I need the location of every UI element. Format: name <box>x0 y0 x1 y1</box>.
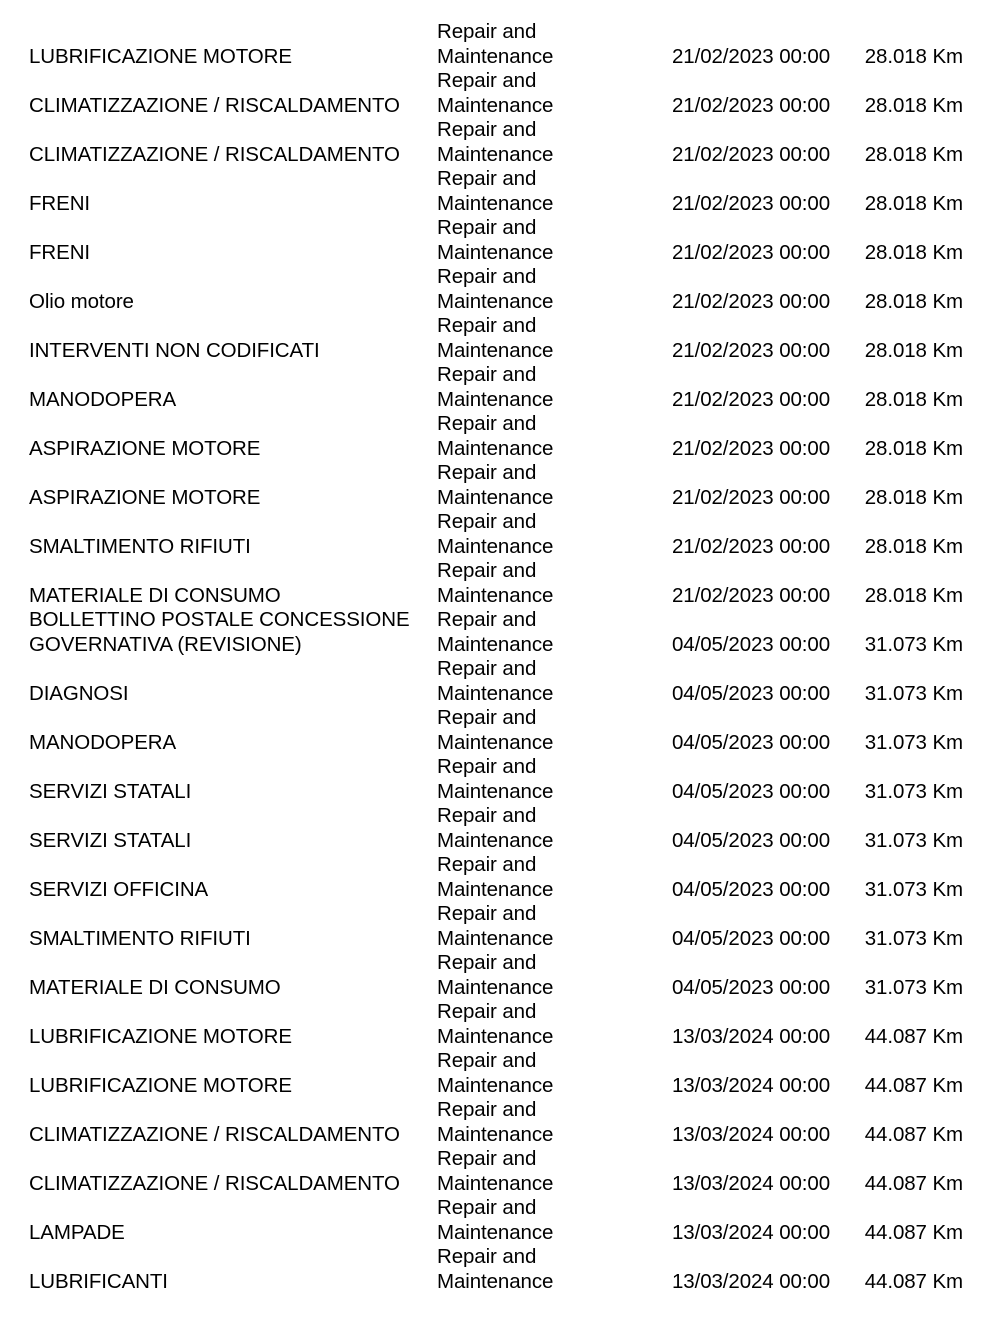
cell-description <box>0 1147 437 1196</box>
description-text: INTERVENTI NON CODIFICATI <box>29 338 320 362</box>
cell-description <box>0 804 437 853</box>
cell-date: 21/02/2023 00:00 <box>672 191 830 215</box>
cell-description <box>0 755 437 804</box>
description-text: SERVIZI STATALI <box>29 828 192 852</box>
cell-type <box>437 412 656 461</box>
description-text: MANODOPERA <box>29 730 177 754</box>
type-text: Repair and Maintenance <box>437 804 554 852</box>
table-row <box>0 804 992 853</box>
type-text: Repair and Maintenance <box>437 69 554 117</box>
cell-description <box>0 412 437 461</box>
cell-odometer: 28.018 Km <box>864 44 963 68</box>
cell-date: 13/03/2024 00:00 <box>672 1220 830 1244</box>
cell-description <box>0 363 437 412</box>
cell-date: 13/03/2024 00:00 <box>672 1073 830 1097</box>
description-text: FRENI <box>29 240 91 264</box>
table-body <box>0 20 992 1294</box>
table-row <box>0 853 992 902</box>
type-text: Repair and Maintenance <box>437 1000 554 1048</box>
cell-description <box>0 706 437 755</box>
cell-date: 04/05/2023 00:00 <box>672 681 830 705</box>
cell-odometer: 31.073 Km <box>864 681 963 705</box>
description-text: ASPIRAZIONE MOTORE <box>29 436 261 460</box>
table-row <box>0 1147 992 1196</box>
cell-odometer: 28.018 Km <box>864 534 963 558</box>
table-row <box>0 216 992 265</box>
cell-odometer: 44.087 Km <box>864 1122 963 1146</box>
maintenance-history-table <box>0 20 992 1294</box>
type-text: Repair and Maintenance <box>437 853 554 901</box>
cell-odometer: 31.073 Km <box>864 926 963 950</box>
description-text: CLIMATIZZAZIONE / RISCALDAMENTO <box>29 93 400 117</box>
top-spacer <box>0 0 992 20</box>
cell-description <box>0 1098 437 1147</box>
description-text: LUBRIFICAZIONE MOTORE <box>29 1073 292 1097</box>
cell-odometer: 44.087 Km <box>864 1073 963 1097</box>
cell-odometer: 28.018 Km <box>864 436 963 460</box>
cell-type <box>437 755 656 804</box>
cell-type <box>437 1245 656 1294</box>
type-text: Repair and Maintenance <box>437 20 554 68</box>
cell-type <box>437 1196 656 1245</box>
type-text: Repair and Maintenance <box>437 118 554 166</box>
table-row <box>0 608 992 657</box>
cell-type <box>437 461 656 510</box>
description-text: SMALTIMENTO RIFIUTI <box>29 534 251 558</box>
cell-type <box>437 951 656 1000</box>
cell-description <box>0 1049 437 1098</box>
cell-odometer: 31.073 Km <box>864 975 963 999</box>
cell-date: 21/02/2023 00:00 <box>672 93 830 117</box>
description-text: CLIMATIZZAZIONE / RISCALDAMENTO <box>29 1171 400 1195</box>
cell-type <box>437 706 656 755</box>
cell-odometer: 31.073 Km <box>864 877 963 901</box>
cell-description <box>0 902 437 951</box>
cell-type <box>437 1000 656 1049</box>
cell-date: 21/02/2023 00:00 <box>672 240 830 264</box>
cell-type <box>437 853 656 902</box>
cell-description <box>0 69 437 118</box>
cell-type <box>437 804 656 853</box>
description-text: BOLLETTINO POSTALE CONCESSIONE GOVERNATIVA (REVISIONE) <box>29 608 410 656</box>
cell-type <box>437 118 656 167</box>
type-text: Repair and Maintenance <box>437 412 554 460</box>
description-text: LUBRIFICAZIONE MOTORE <box>29 1024 292 1048</box>
table-row <box>0 1098 992 1147</box>
cell-type <box>437 510 656 559</box>
cell-type <box>437 20 656 69</box>
description-text: MANODOPERA <box>29 387 177 411</box>
cell-type <box>437 216 656 265</box>
cell-type <box>437 1098 656 1147</box>
cell-odometer: 31.073 Km <box>864 632 963 656</box>
table-row <box>0 118 992 167</box>
table-row <box>0 1049 992 1098</box>
type-text: Repair and Maintenance <box>437 265 554 313</box>
cell-date: 13/03/2024 00:00 <box>672 1024 830 1048</box>
cell-date: 04/05/2023 00:00 <box>672 828 830 852</box>
type-text: Repair and Maintenance <box>437 1245 554 1293</box>
type-text: Repair and Maintenance <box>437 167 554 215</box>
cell-odometer: 31.073 Km <box>864 730 963 754</box>
table-row <box>0 363 992 412</box>
table-row <box>0 755 992 804</box>
cell-odometer: 28.018 Km <box>864 387 963 411</box>
description-text: SERVIZI STATALI <box>29 779 192 803</box>
cell-description <box>0 167 437 216</box>
table-row <box>0 69 992 118</box>
cell-date: 21/02/2023 00:00 <box>672 44 830 68</box>
cell-description <box>0 20 437 69</box>
cell-date: 21/02/2023 00:00 <box>672 387 830 411</box>
cell-date: 13/03/2024 00:00 <box>672 1269 830 1293</box>
type-text: Repair and Maintenance <box>437 1147 554 1195</box>
table-row <box>0 559 992 608</box>
cell-type <box>437 1147 656 1196</box>
cell-odometer: 31.073 Km <box>864 828 963 852</box>
type-text: Repair and Maintenance <box>437 755 554 803</box>
cell-odometer: 28.018 Km <box>864 338 963 362</box>
cell-odometer: 28.018 Km <box>864 142 963 166</box>
table-row <box>0 167 992 216</box>
cell-type <box>437 363 656 412</box>
cell-type <box>437 902 656 951</box>
cell-odometer: 44.087 Km <box>864 1024 963 1048</box>
table-row <box>0 1000 992 1049</box>
type-text: Repair and Maintenance <box>437 657 554 705</box>
cell-description <box>0 1245 437 1294</box>
cell-type <box>437 265 656 314</box>
cell-date: 21/02/2023 00:00 <box>672 289 830 313</box>
cell-type <box>437 1049 656 1098</box>
cell-type <box>437 314 656 363</box>
cell-date: 21/02/2023 00:00 <box>672 583 830 607</box>
cell-odometer: 28.018 Km <box>864 289 963 313</box>
cell-odometer: 28.018 Km <box>864 583 963 607</box>
cell-odometer: 28.018 Km <box>864 93 963 117</box>
cell-odometer: 28.018 Km <box>864 485 963 509</box>
description-text: ASPIRAZIONE MOTORE <box>29 485 261 509</box>
description-text: MATERIALE DI CONSUMO <box>29 975 281 999</box>
table-row <box>0 510 992 559</box>
cell-odometer: 44.087 Km <box>864 1269 963 1293</box>
cell-date: 21/02/2023 00:00 <box>672 485 830 509</box>
cell-description <box>0 608 437 657</box>
description-text: CLIMATIZZAZIONE / RISCALDAMENTO <box>29 1122 400 1146</box>
cell-odometer: 28.018 Km <box>864 191 963 215</box>
description-text: LUBRIFICAZIONE MOTORE <box>29 44 292 68</box>
cell-date: 13/03/2024 00:00 <box>672 1122 830 1146</box>
cell-type <box>437 657 656 706</box>
description-text: Olio motore <box>29 289 134 313</box>
type-text: Repair and Maintenance <box>437 363 554 411</box>
cell-description <box>0 216 437 265</box>
cell-date: 21/02/2023 00:00 <box>672 436 830 460</box>
cell-date: 21/02/2023 00:00 <box>672 338 830 362</box>
cell-description <box>0 853 437 902</box>
cell-description <box>0 118 437 167</box>
table-row <box>0 265 992 314</box>
type-text: Repair and Maintenance <box>437 314 554 362</box>
type-text: Repair and Maintenance <box>437 559 554 607</box>
cell-type <box>437 559 656 608</box>
description-text: FRENI <box>29 191 91 215</box>
type-text: Repair and Maintenance <box>437 1098 554 1146</box>
cell-date: 04/05/2023 00:00 <box>672 926 830 950</box>
table-row <box>0 1196 992 1245</box>
type-text: Repair and Maintenance <box>437 216 554 264</box>
type-text: Repair and Maintenance <box>437 951 554 999</box>
cell-type <box>437 608 656 657</box>
description-text: LAMPADE <box>29 1220 125 1244</box>
cell-description <box>0 461 437 510</box>
cell-description <box>0 314 437 363</box>
cell-date: 04/05/2023 00:00 <box>672 632 830 656</box>
cell-description <box>0 657 437 706</box>
cell-date: 13/03/2024 00:00 <box>672 1171 830 1195</box>
cell-description <box>0 510 437 559</box>
cell-description <box>0 559 437 608</box>
table-row <box>0 951 992 1000</box>
table-row <box>0 20 992 69</box>
cell-odometer: 44.087 Km <box>864 1220 963 1244</box>
table-row <box>0 706 992 755</box>
cell-date: 04/05/2023 00:00 <box>672 779 830 803</box>
table-row <box>0 412 992 461</box>
cell-description <box>0 951 437 1000</box>
description-text: DIAGNOSI <box>29 681 129 705</box>
cell-type <box>437 167 656 216</box>
cell-description <box>0 265 437 314</box>
description-text: LUBRIFICANTI <box>29 1269 168 1293</box>
table-row <box>0 461 992 510</box>
table-row <box>0 314 992 363</box>
table-row <box>0 1245 992 1294</box>
table-row <box>0 657 992 706</box>
cell-date: 04/05/2023 00:00 <box>672 877 830 901</box>
type-text: Repair and Maintenance <box>437 706 554 754</box>
description-text: CLIMATIZZAZIONE / RISCALDAMENTO <box>29 142 400 166</box>
cell-date: 04/05/2023 00:00 <box>672 975 830 999</box>
type-text: Repair and Maintenance <box>437 1196 554 1244</box>
type-text: Repair and Maintenance <box>437 510 554 558</box>
table-row <box>0 902 992 951</box>
type-text: Repair and Maintenance <box>437 608 554 656</box>
type-text: Repair and Maintenance <box>437 1049 554 1097</box>
cell-description <box>0 1000 437 1049</box>
description-text: SERVIZI OFFICINA <box>29 877 209 901</box>
cell-odometer: 31.073 Km <box>864 779 963 803</box>
cell-description <box>0 1196 437 1245</box>
description-text: SMALTIMENTO RIFIUTI <box>29 926 251 950</box>
type-text: Repair and Maintenance <box>437 461 554 509</box>
cell-type <box>437 69 656 118</box>
cell-date: 04/05/2023 00:00 <box>672 730 830 754</box>
cell-date: 21/02/2023 00:00 <box>672 534 830 558</box>
cell-odometer: 44.087 Km <box>864 1171 963 1195</box>
cell-odometer: 28.018 Km <box>864 240 963 264</box>
type-text: Repair and Maintenance <box>437 902 554 950</box>
description-text: MATERIALE DI CONSUMO <box>29 583 281 607</box>
cell-date: 21/02/2023 00:00 <box>672 142 830 166</box>
